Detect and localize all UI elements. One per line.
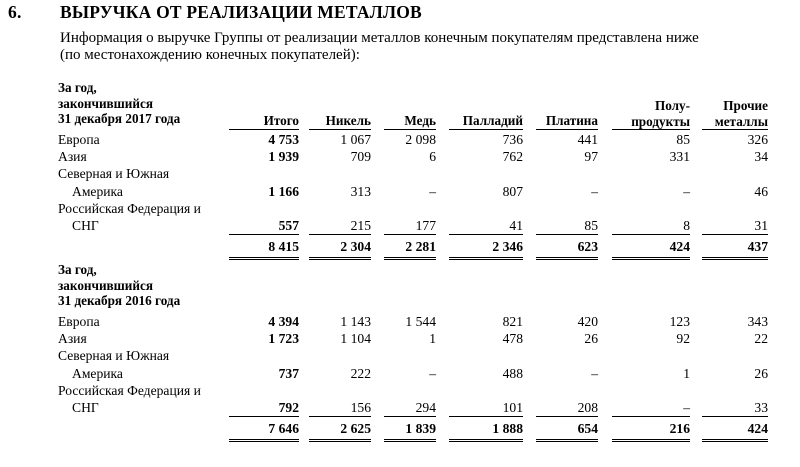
subtotal-underline <box>384 416 436 417</box>
totals-row <box>0 421 800 438</box>
col-header-other-metals-line-2: металлы <box>714 113 768 129</box>
total-double-underline <box>384 439 436 442</box>
cell-value: 26 <box>754 365 768 381</box>
table-row <box>0 400 800 417</box>
cell-value: – <box>683 183 690 199</box>
intro-line-2: (по местонахождению конечных покупателей): <box>60 47 360 63</box>
table-row <box>0 331 800 348</box>
col-header-other-metals-line-1: Прочие <box>723 98 768 113</box>
total-value: 216 <box>669 421 690 437</box>
row-label: Европа <box>58 132 100 147</box>
cell-value: 1 <box>429 331 436 347</box>
cell-value: – <box>429 183 436 199</box>
total-double-underline <box>309 257 371 260</box>
row-label: Азия <box>58 149 87 165</box>
col-header-other-metals <box>648 98 768 129</box>
cell-value: 156 <box>350 400 371 415</box>
total-double-underline <box>384 257 436 260</box>
cell-value: 792 <box>278 400 299 415</box>
total-double-underline <box>612 439 690 442</box>
cell-value: 1 544 <box>405 314 436 329</box>
row-label: СНГ <box>72 218 99 233</box>
cell-value: 26 <box>584 331 598 347</box>
total-double-underline <box>612 257 690 260</box>
cell-value: 762 <box>502 149 523 165</box>
total-value: 7 646 <box>268 421 299 437</box>
cell-value: 4 753 <box>268 132 299 147</box>
cell-value: 1 939 <box>268 149 299 165</box>
col-header-semi-products-underline <box>612 129 690 130</box>
cell-value: 4 394 <box>268 314 299 329</box>
cell-value: 557 <box>278 218 299 233</box>
col-header-palladium-underline <box>449 129 523 130</box>
table-row <box>0 184 800 201</box>
subtotal-underline <box>309 234 371 235</box>
cell-value: 215 <box>350 218 371 233</box>
cell-value: – <box>591 183 598 199</box>
cell-value: – <box>429 365 436 381</box>
cell-value: 123 <box>669 314 690 329</box>
cell-value: 331 <box>669 149 690 165</box>
cell-value: 1 <box>683 365 690 381</box>
col-header-total-underline <box>229 129 299 130</box>
cell-value: 488 <box>502 365 523 381</box>
cell-value: 709 <box>350 149 371 165</box>
row-label: Азия <box>58 331 87 347</box>
subtotal-underline <box>536 234 598 235</box>
intro-text <box>60 30 790 64</box>
cell-value: 41 <box>509 218 523 233</box>
table-row <box>0 314 800 331</box>
total-double-underline <box>449 257 523 260</box>
col-header-palladium-line-1: Палладий <box>462 113 523 128</box>
total-value: 2 625 <box>340 421 371 437</box>
table-row-label <box>0 201 800 218</box>
row-label: Северная и Южная <box>58 166 170 182</box>
period-header-line-1: За год, <box>58 80 97 95</box>
table-row-label <box>0 166 800 183</box>
subtotal-underline <box>449 234 523 235</box>
col-header-other-metals-underline <box>702 129 768 130</box>
row-label: Америка <box>72 183 123 199</box>
cell-value: 31 <box>754 218 768 233</box>
intro-line-1: Информация о выручке Группы от реализации металлов конечным покупателям представлена ниже <box>60 30 699 46</box>
cell-value: 85 <box>676 132 690 147</box>
total-value: 2 281 <box>405 239 436 255</box>
cell-value: 222 <box>350 365 371 381</box>
period-header-line-1: За год, <box>58 262 97 277</box>
cell-value: 2 098 <box>405 132 436 147</box>
cell-value: 1 067 <box>340 132 371 147</box>
section-number: 6. <box>8 2 22 22</box>
cell-value: 807 <box>502 183 523 199</box>
row-label: Российская Федерация и <box>58 382 201 398</box>
cell-value: 1 104 <box>340 331 371 347</box>
cell-value: 85 <box>584 218 598 233</box>
cell-value: 177 <box>415 218 436 233</box>
total-double-underline <box>536 439 598 442</box>
cell-value: 441 <box>577 132 598 147</box>
total-value: 424 <box>747 421 768 437</box>
total-value: 8 415 <box>268 239 299 255</box>
period-header <box>58 262 180 309</box>
cell-value: 101 <box>502 400 523 415</box>
cell-value: 326 <box>747 132 768 147</box>
subtotal-underline <box>536 416 598 417</box>
total-double-underline <box>536 257 598 260</box>
total-double-underline <box>702 439 768 442</box>
table-row <box>0 218 800 235</box>
cell-value: 478 <box>502 331 523 347</box>
row-label: Российская Федерация и <box>58 200 201 216</box>
total-double-underline <box>229 439 299 442</box>
cell-value: 33 <box>754 400 768 415</box>
period-header-line-2: закончившийся <box>58 95 153 111</box>
subtotal-underline <box>309 416 371 417</box>
subtotal-underline <box>229 416 299 417</box>
table-row-label <box>0 348 800 365</box>
col-header-semi-products-line-1: Полу- <box>654 98 690 113</box>
section-title: ВЫРУЧКА ОТ РЕАЛИЗАЦИИ МЕТАЛЛОВ <box>60 2 422 22</box>
total-value: 424 <box>669 239 690 255</box>
period-header <box>58 80 180 127</box>
total-value: 623 <box>577 239 598 255</box>
subtotal-underline <box>229 234 299 235</box>
table-row-label <box>0 383 800 400</box>
cell-value: 821 <box>502 314 523 329</box>
cell-value: 294 <box>415 400 436 415</box>
table-row <box>0 132 800 149</box>
total-value: 437 <box>747 239 768 255</box>
total-double-underline <box>702 257 768 260</box>
total-value: 1 888 <box>492 421 523 437</box>
period-header-line-3: 31 декабря 2016 года <box>58 293 181 308</box>
cell-value: 736 <box>502 132 523 147</box>
row-label: Америка <box>72 365 123 381</box>
cell-value: 46 <box>754 183 768 199</box>
col-header-nickel-underline <box>309 129 371 130</box>
col-header-total-line-1: Итого <box>263 113 299 128</box>
total-value: 654 <box>577 421 598 437</box>
col-header-copper-underline <box>384 129 436 130</box>
cell-value: 8 <box>683 218 690 233</box>
col-header-nickel-line-1: Никель <box>325 113 371 128</box>
totals-row <box>0 239 800 256</box>
section-heading <box>8 2 422 23</box>
table-row <box>0 149 800 166</box>
total-double-underline <box>229 257 299 260</box>
total-double-underline <box>309 439 371 442</box>
cell-value: – <box>591 365 598 381</box>
cell-value: 6 <box>429 149 436 165</box>
subtotal-underline <box>702 416 768 417</box>
row-label: Северная и Южная <box>58 348 170 364</box>
cell-value: 313 <box>350 183 371 199</box>
subtotal-underline <box>702 234 768 235</box>
cell-value: 1 723 <box>268 331 299 347</box>
subtotal-underline <box>612 234 690 235</box>
total-value: 2 346 <box>492 239 523 255</box>
total-double-underline <box>449 439 523 442</box>
period-header-line-3: 31 декабря 2017 года <box>58 111 181 126</box>
cell-value: 208 <box>577 400 598 415</box>
period-header-line-2: закончившийся <box>58 277 153 293</box>
total-value: 2 304 <box>340 239 371 255</box>
cell-value: 420 <box>577 314 598 329</box>
cell-value: 1 166 <box>268 183 299 199</box>
row-label: СНГ <box>72 400 99 415</box>
subtotal-underline <box>384 234 436 235</box>
cell-value: – <box>683 400 690 415</box>
cell-value: 343 <box>747 314 768 329</box>
col-header-platinum-underline <box>536 129 598 130</box>
col-header-semi-products-line-2: продукты <box>631 113 690 129</box>
total-value: 1 839 <box>405 421 436 437</box>
subtotal-underline <box>612 416 690 417</box>
col-header-copper-line-1: Медь <box>404 113 436 128</box>
cell-value: 97 <box>584 149 598 165</box>
cell-value: 34 <box>754 149 768 165</box>
table-row <box>0 366 800 383</box>
cell-value: 22 <box>754 331 768 347</box>
cell-value: 737 <box>278 365 299 381</box>
cell-value: 1 143 <box>340 314 371 329</box>
subtotal-underline <box>449 416 523 417</box>
row-label: Европа <box>58 314 100 329</box>
cell-value: 92 <box>676 331 690 347</box>
col-header-platinum-line-1: Платина <box>545 113 598 128</box>
